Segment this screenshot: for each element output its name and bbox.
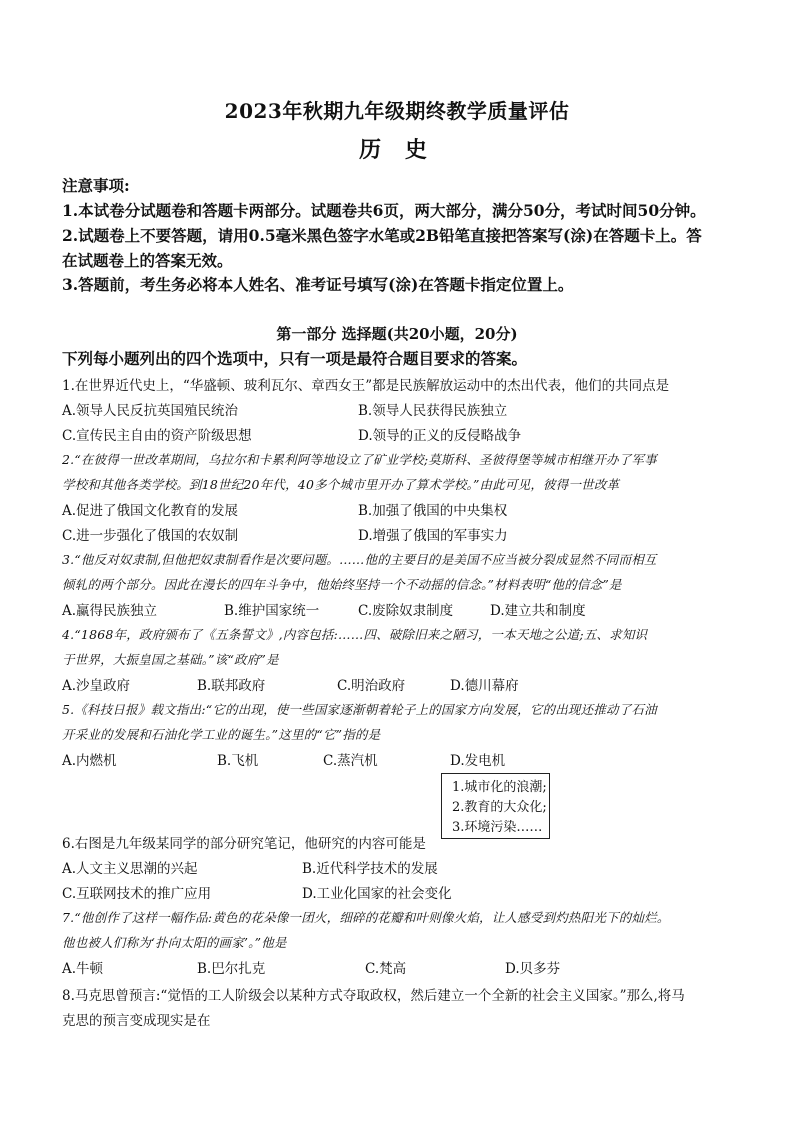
option-a: A.人文主义思潮的兴起 (62, 861, 198, 877)
option-d: D.建立共和制度 (490, 603, 586, 619)
note-line: 2.教育的大众化; (452, 800, 547, 815)
notice-item: 3.答题前，考生务必将本人姓名、准考证号填写(涂)在答题卡指定位置上。 (62, 275, 574, 294)
notice-heading: 注意事项: (62, 176, 130, 195)
section-title: 第一部分 选择题(共20小题，20分) (276, 325, 518, 343)
question-stem: 开采业的发展和石油化学工业的诞生。”这里的“它”指的是 (62, 727, 381, 742)
question-stem: 于世界，大振皇国之基础。”该“政府”是 (62, 652, 279, 667)
option-b: B.近代科学技术的发展 (302, 861, 438, 877)
note-line: 3.环境污染…… (452, 820, 543, 835)
option-c: C.进一步强化了俄国的农奴制 (62, 528, 239, 544)
option-c: C.梵高 (365, 961, 407, 977)
research-notes-box (441, 773, 550, 839)
question-stem: 7.“他创作了这样一幅作品:黄色的花朵像一团火，细碎的花瓣和叶则像火焰，让人感受到灼热阳光下的灿烂。 (62, 910, 670, 925)
exam-title: 2023年秋期九年级期终教学质量评估 (224, 99, 570, 123)
notice-item: 在试题卷上的答案无效。 (62, 251, 233, 270)
option-c: C.宣传民主自由的资产阶级思想 (62, 428, 252, 444)
option-c: C.互联网技术的推广应用 (62, 886, 212, 902)
option-b: B.联邦政府 (197, 678, 266, 694)
option-c: C.废除奴隶制度 (358, 603, 454, 619)
notice-item: 2.试题卷上不要答题，请用0.5毫米黑色签字水笔或2B铅笔直接把答案写(涂)在答题卡上。答 (62, 226, 702, 245)
option-d: D.发电机 (450, 753, 506, 769)
note-line: 1.城市化的浪潮; (452, 780, 547, 795)
section-instruction: 下列每小题列出的四个选项中，只有一项是最符合题目要求的答案。 (62, 349, 528, 368)
option-d: D.德川幕府 (450, 678, 519, 694)
option-b: B.巴尔扎克 (197, 961, 266, 977)
subject-title: 历 史 (359, 137, 435, 163)
option-c: C.明治政府 (337, 678, 406, 694)
option-a: A.牛顿 (62, 961, 104, 977)
question-stem: 5.《科技日报》载文指出:“它的出现，使一些国家逐渐朝着轮子上的国家方向发展，它的出现还推动了石油 (62, 702, 657, 717)
option-a: A.赢得民族独立 (62, 603, 158, 619)
option-a: A.促进了俄国文化教育的发展 (62, 503, 239, 519)
option-a: A.沙皇政府 (62, 678, 131, 694)
option-d: D.工业化国家的社会变化 (302, 886, 452, 902)
option-b: B.加强了俄国的中央集权 (358, 503, 508, 519)
question-stem: 4.“1868年，政府颁布了《五条誓文》,内容包括:……四、破除旧来之陋习，一本天地之公道;五、求知识 (62, 627, 648, 642)
question-stem: 2.“在彼得一世改革期间，乌拉尔和卡累利阿等地设立了矿业学校;莫斯科、圣彼得堡等城市相继开办了军事 (62, 452, 657, 467)
question-stem: 倾轧的两个部分。因此在漫长的四年斗争中，他始终坚持一个不动摇的信念。”材料表明“他的信念”是 (62, 577, 622, 592)
question-stem: 学校和其他各类学校。到18世纪20年代，40多个城市里开办了算术学校。”由此可见，彼得一世改革 (62, 477, 620, 492)
question-stem: 3.“他反对奴隶制,但他把奴隶制看作是次要问题。……他的主要目的是美国不应当被分裂成显然不同而相互 (62, 552, 657, 567)
option-a: A.内燃机 (62, 753, 117, 769)
notice-item: 1.本试卷分试题卷和答题卡两部分。试题卷共6页，两大部分，满分50分，考试时间50分钟。 (62, 201, 706, 220)
option-d: D.增强了俄国的军事实力 (358, 528, 508, 544)
option-c: C.蒸汽机 (323, 753, 378, 769)
question-stem: 他也被人们称为‘扑向太阳的画家’。”他是 (62, 935, 287, 950)
question-stem: 8.马克思曾预言:“觉悟的工人阶级会以某种方式夺取政权，然后建立一个全新的社会主义国家。”那么,将马 (62, 988, 685, 1004)
option-b: B.飞机 (217, 753, 259, 769)
question-stem: 1.在世界近代史上，“华盛顿、玻利瓦尔、章西女王”都是民族解放运动中的杰出代表，他们的共同点是 (62, 378, 670, 394)
question-stem: 6.右图是九年级某同学的部分研究笔记，他研究的内容可能是 (62, 836, 426, 852)
option-a: A.领导人民反抗英国殖民统治 (62, 403, 239, 419)
option-d: D.贝多芬 (505, 961, 561, 977)
question-stem: 克思的预言变成现实是在 (62, 1013, 211, 1029)
option-b: B.维护国家统一 (224, 603, 320, 619)
option-b: B.领导人民获得民族独立 (358, 403, 508, 419)
option-d: D.领导的正义的反侵略战争 (358, 428, 522, 444)
